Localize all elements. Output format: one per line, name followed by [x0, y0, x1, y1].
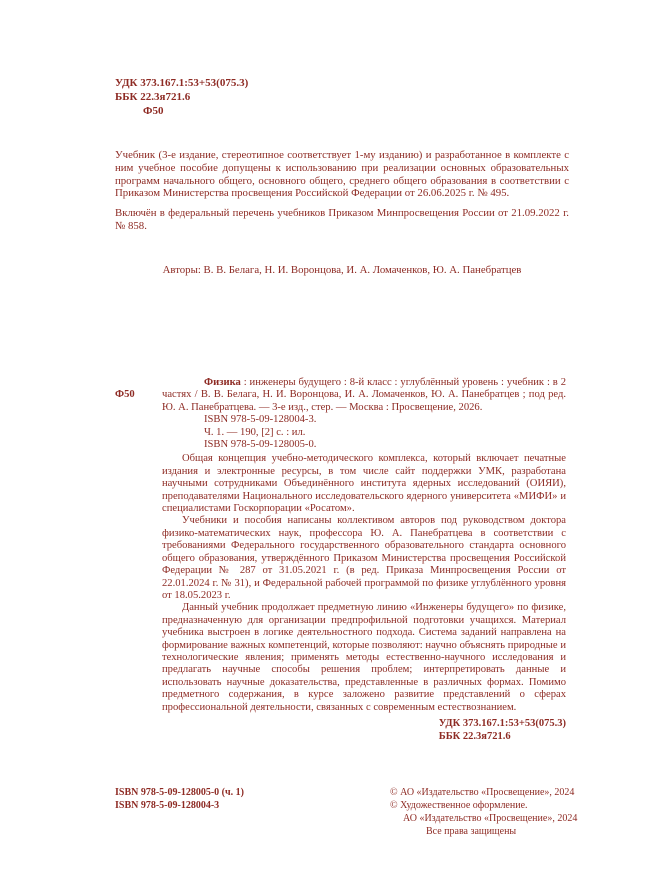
bbk-code: ББК 22.3я721.6 [115, 91, 191, 103]
footer-isbn-block [115, 786, 244, 812]
copyright-block [390, 786, 577, 838]
catalog-card [115, 377, 566, 451]
catalog-section [115, 377, 566, 743]
federal-list-paragraph: Включён в федеральный перечень учебников Приказом Минпросвещения России от 21.09.2022 г. № 858. [115, 207, 569, 232]
author-mark: Ф50 [143, 105, 164, 117]
isbn-line-1: ISBN 978-5-09-128004-3. [204, 414, 317, 426]
catalog-title: Физика [204, 377, 241, 388]
copyright-line-2: © Художественное оформление. [390, 800, 528, 811]
footer-isbn-2: ISBN 978-5-09-128004-3 [115, 800, 220, 811]
copyright-line-1: © АО «Издательство «Просвещение», 2024 [390, 787, 575, 798]
bottom-classification-block [162, 717, 566, 743]
udk-code: УДК 373.167.1:53+53(075.3) [115, 77, 249, 89]
copyright-line-3: АО «Издательство «Просвещение», 2024 [403, 813, 578, 824]
copyright-line-4: Все права защищены [426, 826, 517, 837]
annotation-block [162, 453, 566, 714]
catalog-entry [162, 377, 566, 414]
bottom-bbk-code: ББК 22.3я721.6 [438, 730, 511, 742]
isbn-line-2: ISBN 978-5-09-128005-0. [204, 439, 317, 451]
bottom-udk-code: УДК 373.167.1:53+53(075.3) [438, 717, 566, 729]
authors-line: Авторы: В. В. Белага, Н. И. Воронцова, И. А. Ломаченков, Ю. А. Панебратцев [162, 264, 522, 276]
catalog-description: : инженеры будущего : 8-й класс : углублённый уровень : учебник : в 2 частях / В. В. Белага, Н. И. Воронцова, И. А. Ломаченков, Ю. А. Панебратцев ; под ред. Ю. А. Панебратцева. — 3-е изд., стер. — Москва : Просвещение, 2026. [162, 377, 566, 413]
classification-block [115, 76, 248, 118]
part-line: Ч. 1. — 190, [2] с. : ил. [204, 426, 306, 438]
admission-notice [115, 149, 569, 233]
admission-paragraph: Учебник (3-е издание, стереотипное соответствует 1-му изданию) и разработанное в комплекте с ним учебное пособие допущены к использованию при реализации основных образовательных программ начального общего, основного общего, среднего общего образования в соответствии с Приказом Министерства просвещения Российской Федерации от 26.06.2025 г. № 495. [115, 149, 569, 200]
annotation-paragraph-3: Данный учебник продолжает предметную линию «Инженеры будущего» по физике, предназначенную для организации предпрофильной подготовки учащихся. Материал учебника выстроен в логике деятельностного подхода. Система заданий направлена на формирование важных компетенций, которые позволяют: научно объяснять природные и технологические явления; применять методы естественно-научного исследования и предлагать научные способы решения проблем; интерпретировать данные и использовать научные доказательства, представленные в различных формах. Помимо предметного содержания, в курсе заложено развитие представлений о сферах профессиональной деятельности, связанных с современным естествознанием. [162, 602, 566, 713]
annotation-paragraph-2: Учебники и пособия написаны коллективом авторов под руководством доктора физико-математических наук, профессора Ю. А. Панебратцева в соответствии с требованиями Федерального государственного образовательного стандарта основного общего образования, утверждённого Приказом Министерства просвещения Российской Федерации № 287 от 31.05.2021 г. (в ред. Приказа Минпросвещения России от 22.01.2024 г. № 31), и Федеральной рабочей программой по физике углублённого уровня от 18.05.2023 г. [162, 515, 566, 601]
bottom-codes-inner [439, 717, 566, 743]
footer-isbn-1: ISBN 978-5-09-128005-0 (ч. 1) [115, 787, 244, 798]
annotation-paragraph-1: Общая концепция учебно-методического комплекса, который включает печатные издания и электронные ресурсы, в том числе сайт поддержки УМК, разработана научными сотрудниками Объединённого института ядерных исследований (ОИЯИ), преподавателями Национального исследовательского ядерного университета «МИФИ» и специалистами Госкорпорации «Росатом». [162, 453, 566, 515]
catalog-author-mark: Ф50 [115, 389, 135, 401]
